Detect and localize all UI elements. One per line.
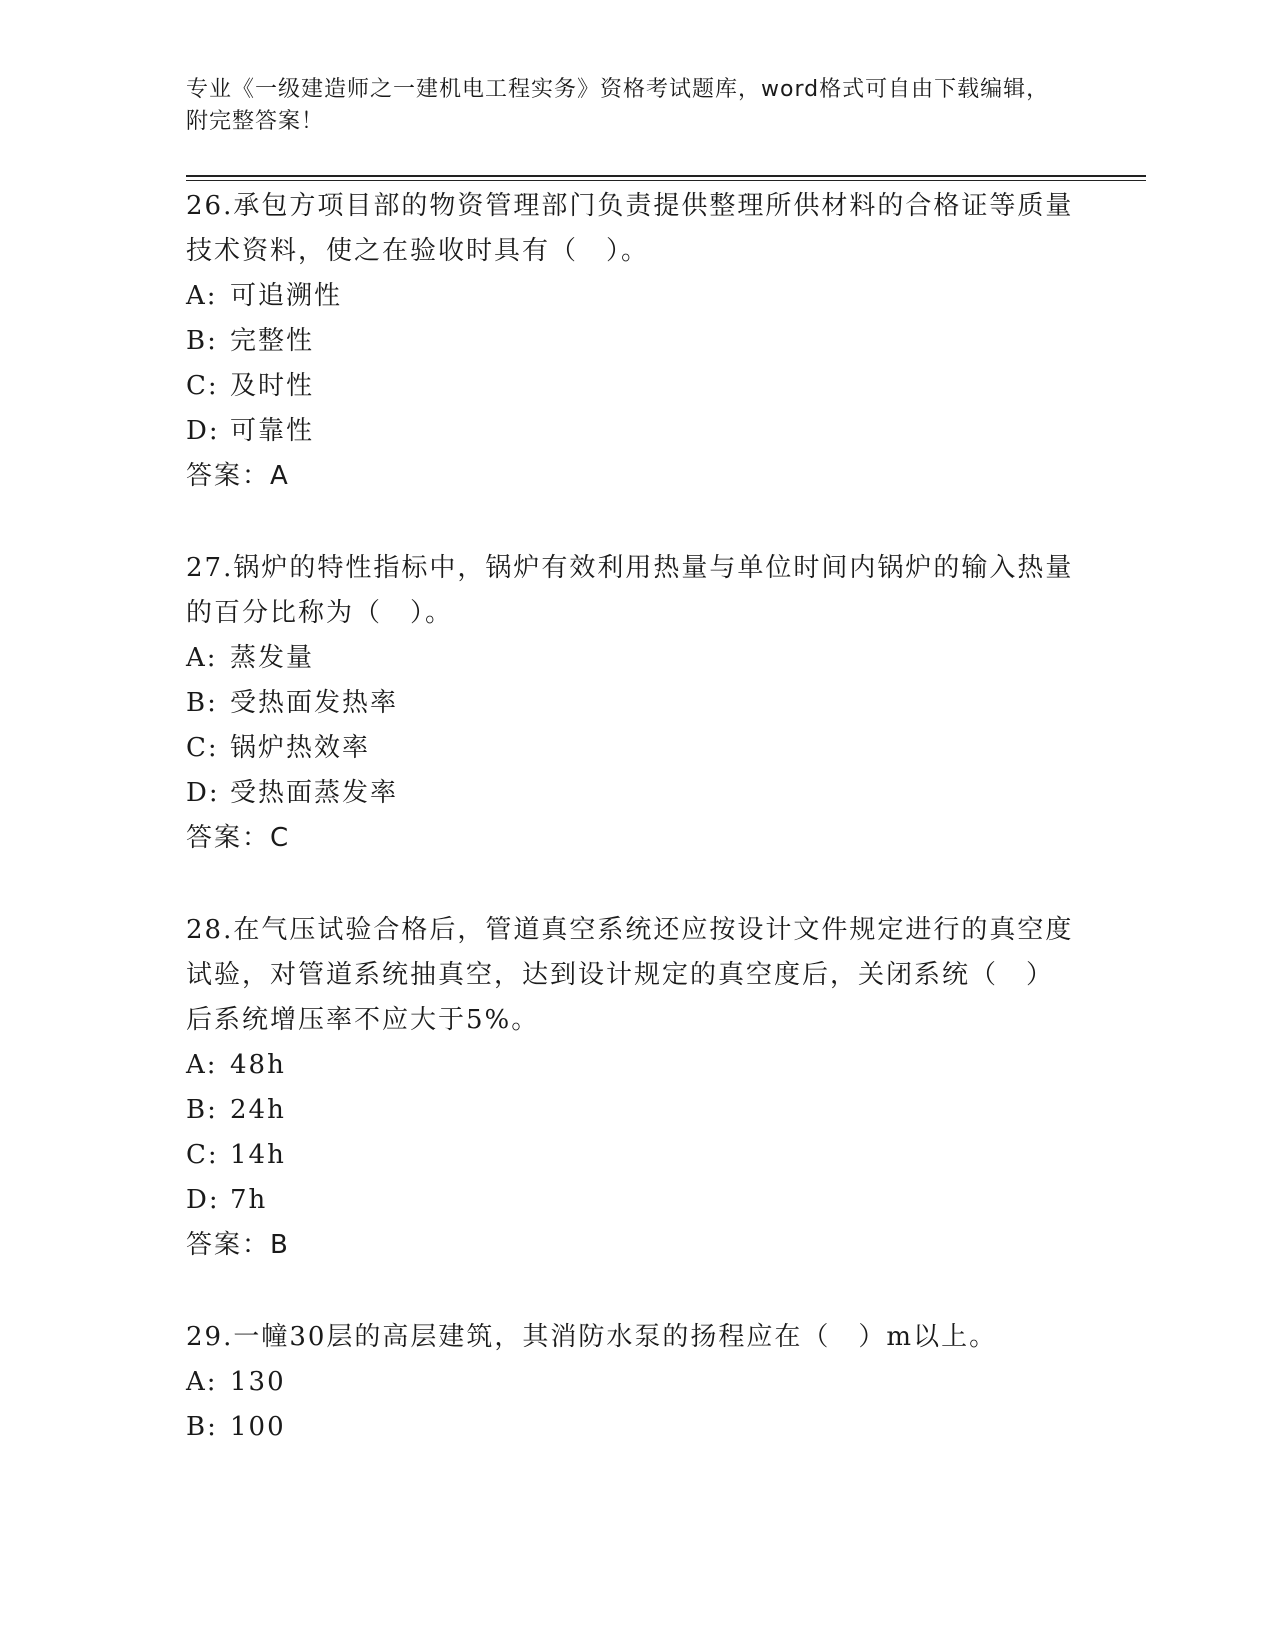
question-27 xyxy=(186,546,1076,861)
option-text: 7h xyxy=(230,1185,268,1215)
option-b xyxy=(186,681,1076,726)
answer-line: 答案：C xyxy=(186,823,291,853)
option-letter: A: xyxy=(186,1367,218,1397)
option-b xyxy=(186,319,1076,364)
option-letter: B: xyxy=(186,1412,218,1442)
answer-line: 答案：A xyxy=(186,461,290,491)
option-text: 及时性 xyxy=(230,371,315,401)
option-letter: D: xyxy=(186,778,220,808)
option-text: 100 xyxy=(230,1412,286,1442)
option-c xyxy=(186,1133,1076,1178)
option-d xyxy=(186,1178,1076,1223)
option-letter: B: xyxy=(186,688,218,718)
option-letter: C: xyxy=(186,733,219,763)
option-a xyxy=(186,1043,1076,1088)
option-b xyxy=(186,1405,1076,1450)
question-stem: 28.在气压试验合格后，管道真空系统还应按设计文件规定进行的真空度试验，对管道系统抽真空，达到设计规定的真空度后，关闭系统（ ）后系统增压率不应大于5%。 xyxy=(186,915,1074,1035)
option-text: 可靠性 xyxy=(230,416,315,446)
question-list xyxy=(186,184,1076,1497)
question-stem: 29.一幢30层的高层建筑，其消防水泵的扬程应在（ ）m以上。 xyxy=(186,1322,998,1352)
option-letter: A: xyxy=(186,1050,218,1080)
option-text: 完整性 xyxy=(230,326,315,356)
option-text: 蒸发量 xyxy=(230,643,315,673)
option-d xyxy=(186,409,1076,454)
option-a xyxy=(186,1360,1076,1405)
option-d xyxy=(186,771,1076,816)
header-divider-thin xyxy=(186,180,1146,181)
option-text: 48h xyxy=(230,1050,286,1080)
option-letter: A: xyxy=(186,643,218,673)
answer-line: 答案：B xyxy=(186,1230,290,1260)
option-text: 锅炉热效率 xyxy=(230,733,371,763)
option-b xyxy=(186,1088,1076,1133)
question-29 xyxy=(186,1315,1076,1450)
option-letter: A: xyxy=(186,281,218,311)
option-text: 24h xyxy=(230,1095,286,1125)
option-letter: D: xyxy=(186,416,220,446)
option-letter: C: xyxy=(186,1140,219,1170)
option-a xyxy=(186,636,1076,681)
option-letter: D: xyxy=(186,1185,220,1215)
option-letter: C: xyxy=(186,371,219,401)
option-text: 受热面发热率 xyxy=(230,688,399,718)
header-divider-thick xyxy=(186,175,1146,177)
question-stem: 26.承包方项目部的物资管理部门负责提供整理所供材料的合格证等质量技术资料，使之在验收时具有（ ）。 xyxy=(186,191,1074,266)
option-text: 14h xyxy=(230,1140,286,1170)
option-text: 受热面蒸发率 xyxy=(230,778,399,808)
option-c xyxy=(186,726,1076,771)
question-28 xyxy=(186,908,1076,1268)
question-26 xyxy=(186,184,1076,499)
option-text: 可追溯性 xyxy=(230,281,343,311)
option-letter: B: xyxy=(186,326,218,356)
option-letter: B: xyxy=(186,1095,218,1125)
question-stem: 27.锅炉的特性指标中，锅炉有效利用热量与单位时间内锅炉的输入热量的百分比称为（ ）。 xyxy=(186,553,1074,628)
option-text: 130 xyxy=(230,1367,286,1397)
option-a xyxy=(186,274,1076,319)
option-c xyxy=(186,364,1076,409)
document-header: 专业《一级建造师之一建机电工程实务》资格考试题库，word格式可自由下载编辑，附完整答案！ xyxy=(186,77,1050,134)
